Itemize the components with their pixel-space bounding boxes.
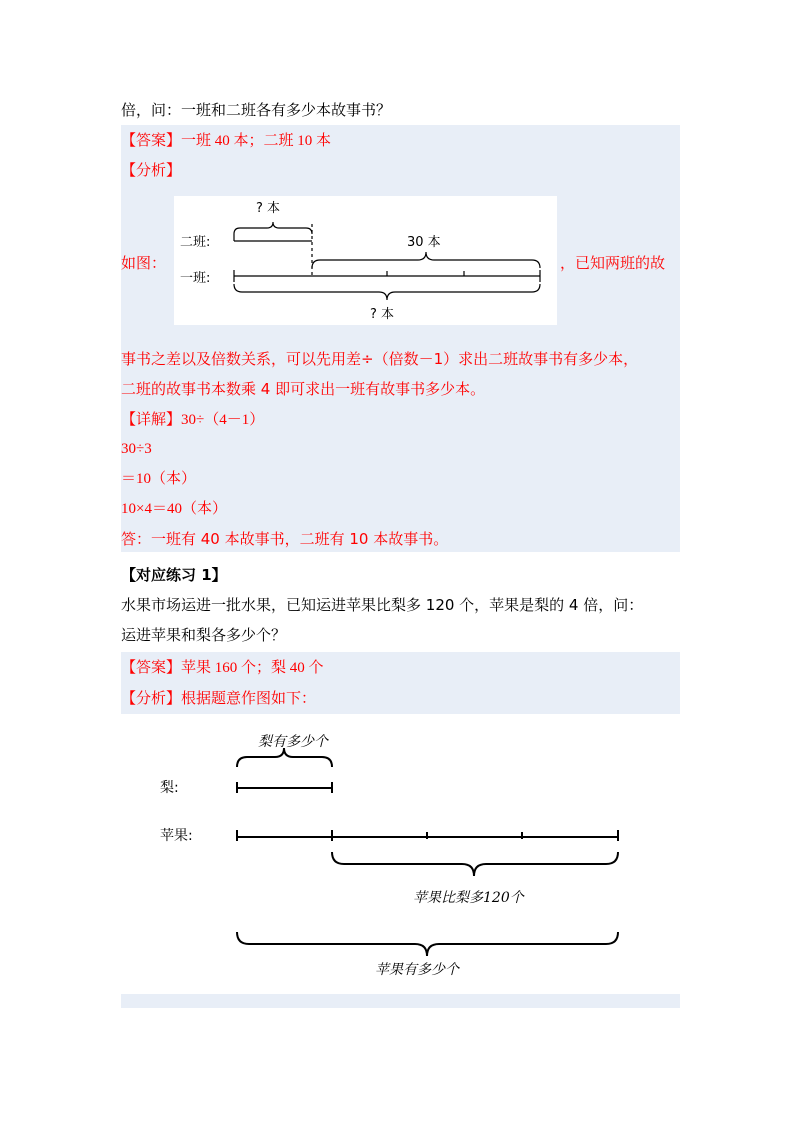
class2-amount-label: ? 本 (256, 201, 281, 216)
figure-suffix: ，已知两班的故 (560, 254, 666, 272)
apple-brace (237, 932, 618, 956)
analysis-tag: 【分析】 (121, 161, 182, 179)
difference-brace (332, 852, 618, 876)
difference-label: 苹果比梨多120个 (413, 890, 524, 906)
class2-label: 二班: (180, 235, 211, 250)
difference-label: 30 本 (407, 235, 441, 250)
fruit-bar-diagram (150, 722, 670, 984)
analysis-line-2: 事书之差以及倍数关系，可以先用差÷（倍数－1）求出二班故事书有多少本， (121, 350, 639, 368)
detail-line (121, 404, 264, 434)
step-2: ＝10（本） (121, 471, 197, 487)
pear-amount-label: 梨有多少个 (258, 734, 328, 750)
analysis-line-3: 二班的故事书本数乘 4 即可求出一班有故事书多少本。 (121, 380, 486, 398)
pear-brace (237, 748, 332, 767)
practice-title: 【对应练习 1】 (121, 566, 227, 584)
class1-amount-label: ? 本 (370, 307, 395, 322)
answer-line (121, 125, 331, 155)
pear-label: 梨: (160, 780, 179, 796)
class2-brace (234, 222, 312, 234)
practice-answer-line (121, 652, 324, 682)
apple-amount-label: 苹果有多少个 (375, 962, 459, 978)
difference-brace (312, 252, 540, 268)
answer-tag: 【答案】 (121, 131, 182, 149)
practice-question-line-1: 水果市场运进一批水果，已知运进苹果比梨多 120 个，苹果是梨的 4 倍，问： (121, 596, 644, 614)
answer-text: 一班 40 本；二班 10 本 (181, 133, 332, 149)
practice-analysis-text: 根据题意作图如下： (181, 689, 317, 707)
class-bar-diagram (174, 196, 557, 325)
step-1: 30÷3 (121, 441, 152, 457)
question-tail: 倍，问：一班和二班各有多少本故事书？ (121, 101, 392, 119)
class1-brace (234, 284, 540, 300)
bottom-shade-strip (121, 994, 680, 1008)
detail-first: 30÷（4－1） (181, 412, 265, 428)
detail-tag: 【详解】 (121, 410, 182, 428)
practice-question-line-2: 运进苹果和梨各多少个？ (121, 626, 287, 644)
apple-label: 苹果: (160, 828, 193, 844)
class1-label: 一班: (180, 271, 211, 286)
figure-prefix: 如图： (121, 254, 167, 272)
final-answer: 答：一班有 40 本故事书，二班有 10 本故事书。 (121, 530, 449, 548)
answer-block-background (121, 125, 680, 552)
step-3: 10×4＝40（本） (121, 501, 227, 517)
practice-answer-tag: 【答案】 (121, 658, 182, 676)
practice-analysis-line (121, 683, 316, 713)
practice-answer-text: 苹果 160 个；梨 40 个 (181, 660, 324, 676)
practice-analysis-tag: 【分析】 (121, 689, 182, 707)
